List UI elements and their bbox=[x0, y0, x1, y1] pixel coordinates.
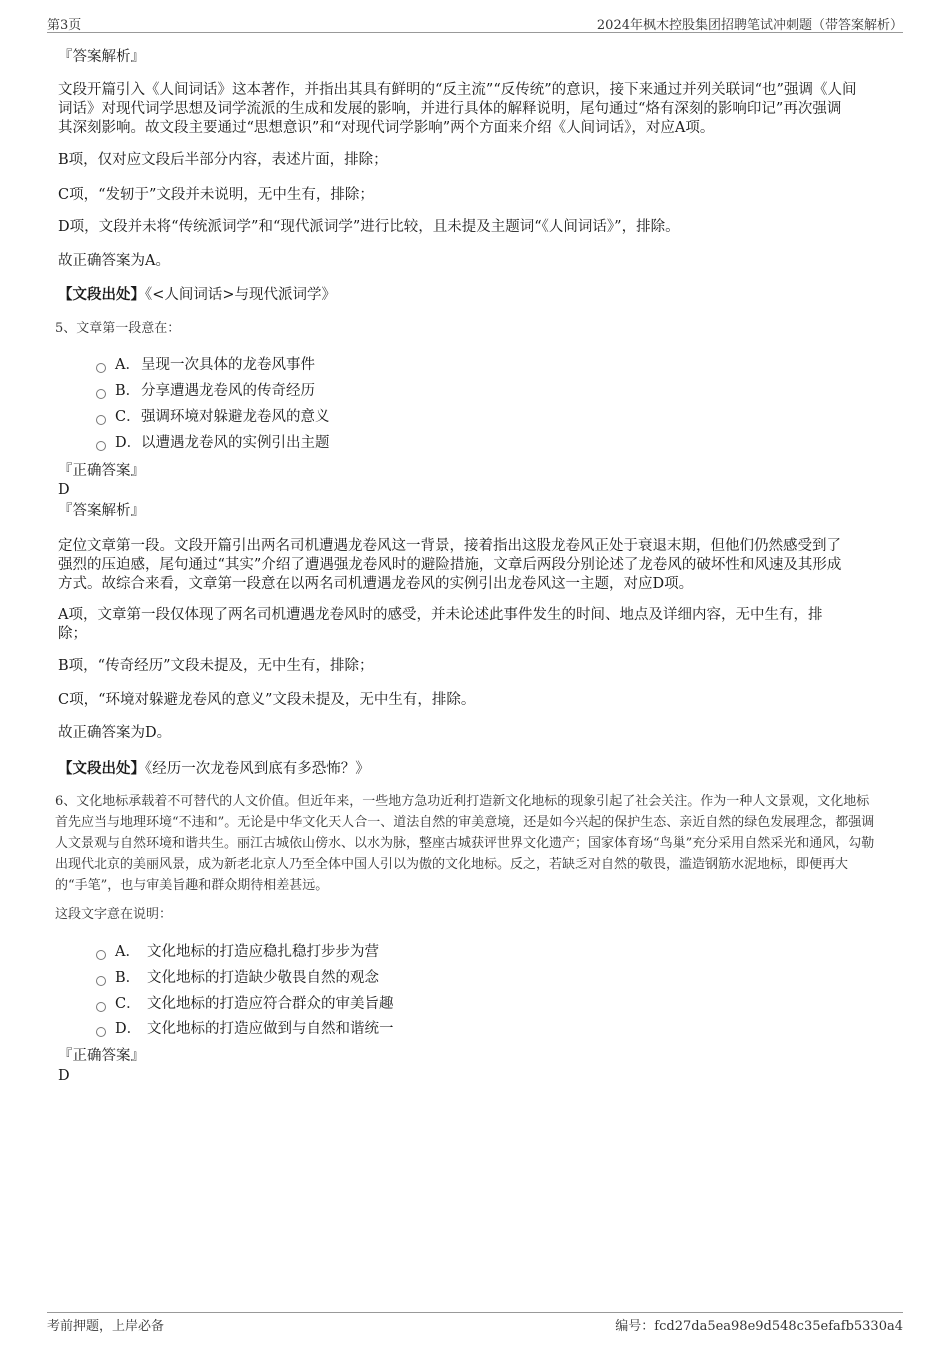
q6-passage bbox=[55, 791, 900, 896]
q5-answer: D bbox=[58, 482, 70, 498]
text-line: 其深刻影响。故文段主要通过“思想意识”和“对现代词学影响”两个方面来介绍《人间词话》，对应A项。 bbox=[58, 120, 715, 136]
radio-icon[interactable] bbox=[96, 363, 106, 373]
radio-icon[interactable] bbox=[96, 415, 106, 425]
text-line: 词话》对现代词学思想及词学流派的生成和发展的影响，并进行具体的解释说明，尾句通过“烙有深刻的影响印记”再次强调 bbox=[58, 101, 842, 117]
q5-option-b[interactable]: B．分享遭遇龙卷风的传奇经历 bbox=[96, 381, 315, 401]
radio-icon[interactable] bbox=[96, 1002, 106, 1012]
q4-option-b-analysis: B项，仅对应文段后半部分内容，表述片面，排除； bbox=[58, 152, 388, 168]
source-title: 《<人间词话>与现代派词学》 bbox=[145, 287, 337, 303]
q4-analysis-label: 『答案解析』 bbox=[58, 49, 145, 65]
q6-option-c[interactable]: C． 文化地标的打造应符合群众的审美旨趣 bbox=[96, 994, 394, 1014]
q5-option-d[interactable]: D．以遭遇龙卷风的实例引出主题 bbox=[96, 433, 330, 453]
q5-option-c[interactable]: C．强调环境对躲避龙卷风的意义 bbox=[96, 407, 330, 427]
q4-option-d-analysis: D项，文段并未将“传统派词学”和“现代派词学”进行比较，且未提及主题词“《人间词话》”，排除。 bbox=[58, 219, 680, 235]
q5-analysis-label: 『答案解析』 bbox=[58, 503, 145, 519]
q5-conclusion: 故正确答案为D。 bbox=[58, 725, 172, 741]
q5-answer-label: 『正确答案』 bbox=[58, 463, 145, 479]
q6-answer: D bbox=[58, 1068, 70, 1084]
source-title: 《经历一次龙卷风到底有多恐怖？》 bbox=[145, 761, 370, 777]
text-line: 首先应当与地理环境“不违和”。无论是中华文化天人合一、道法自然的审美意境，还是如今兴起的保护生态、亲近自然的绿色发展理念，都强调 bbox=[55, 815, 875, 830]
q6-answer-label: 『正确答案』 bbox=[58, 1048, 145, 1064]
source-label: 【文段出处】 bbox=[58, 286, 145, 303]
radio-icon[interactable] bbox=[96, 976, 106, 986]
radio-icon[interactable] bbox=[96, 1027, 106, 1037]
text-line: 人文景观与自然环境和谐共生。丽江古城依山傍水、以水为脉，整座古城获评世界文化遗产；国家体育场“鸟巢”充分采用自然采光和通风，勾勒 bbox=[55, 836, 875, 851]
q5-analysis-paragraph bbox=[58, 537, 898, 594]
footer-slogan: 考前押题，上岸必备 bbox=[47, 1319, 165, 1334]
q5-option-a-analysis bbox=[58, 606, 898, 644]
q5-option-a[interactable]: A．呈现一次具体的龙卷风事件 bbox=[96, 355, 315, 375]
source-label: 【文段出处】 bbox=[58, 760, 145, 777]
q5-option-b-analysis: B项，“传奇经历”文段未提及，无中生有，排除； bbox=[58, 658, 374, 674]
text-line: 文段开篇引入《人间词话》这本著作，并指出其具有鲜明的“反主流”“反传统”的意识，接下来通过并列关联词“也”强调《人间 bbox=[58, 82, 857, 98]
q4-source bbox=[58, 285, 336, 305]
radio-icon[interactable] bbox=[96, 389, 106, 399]
document-title: 2024年枫木控股集团招聘笔试冲刺题（带答案解析） bbox=[596, 18, 903, 33]
document-code: 编号：fcd27da5ea98e9d548c35efafb5330a4 bbox=[615, 1319, 903, 1334]
q5-option-c-analysis: C项，“环境对躲避龙卷风的意义”文段未提及，无中生有，排除。 bbox=[58, 692, 476, 708]
q5-source bbox=[58, 759, 370, 779]
q6-option-b[interactable]: B． 文化地标的打造缺少敬畏自然的观念 bbox=[96, 968, 379, 988]
page-number: 第3页 bbox=[47, 18, 82, 33]
text-line: 方式。故综合来看，文章第一段意在以两名司机遭遇龙卷风的实例引出龙卷风这一主题，对应D项。 bbox=[58, 576, 694, 592]
text-line: 的“手笔”，也与审美旨趣和群众期待相差甚远。 bbox=[55, 878, 329, 893]
q4-option-c-analysis: C项，“发轫于”文段并未说明，无中生有，排除； bbox=[58, 187, 374, 203]
text-line: 6、文化地标承载着不可替代的人文价值。但近年来，一些地方急功近利打造新文化地标的现象引起了社会关注。作为一种人文景观，文化地标 bbox=[55, 794, 870, 809]
text-line: 除； bbox=[58, 626, 87, 642]
text-line: 强烈的压迫感，尾句通过“其实”介绍了遭遇强龙卷风时的避险措施，文章后两段分别论述了龙卷风的破坏性和风速及其形成 bbox=[58, 557, 842, 573]
q6-option-a[interactable]: A． 文化地标的打造应稳扎稳打步步为营 bbox=[96, 942, 379, 962]
radio-icon[interactable] bbox=[96, 950, 106, 960]
page-header bbox=[47, 12, 903, 33]
page-footer bbox=[47, 1312, 903, 1335]
q6-option-d[interactable]: D． 文化地标的打造应做到与自然和谐统一 bbox=[96, 1019, 394, 1039]
q5-stem: 5、文章第一段意在： bbox=[55, 321, 181, 336]
radio-icon[interactable] bbox=[96, 441, 106, 451]
q4-conclusion: 故正确答案为A。 bbox=[58, 253, 170, 269]
q4-analysis-paragraph bbox=[58, 81, 898, 138]
q6-stem: 这段文字意在说明： bbox=[55, 907, 173, 922]
text-line: 出现代北京的美丽风景，成为新老北京人乃至全体中国人引以为傲的文化地标。反之，若缺乏对自然的敬畏，滥造钢筋水泥地标，即便再大 bbox=[55, 857, 849, 872]
text-line: 定位文章第一段。文段开篇引出两名司机遭遇龙卷风这一背景，接着指出这股龙卷风正处于衰退末期，但他们仍然感受到了 bbox=[58, 538, 841, 554]
text-line: A项，文章第一段仅体现了两名司机遭遇龙卷风时的感受，并未论述此事件发生的时间、地点及详细内容，无中生有，排 bbox=[58, 607, 823, 623]
